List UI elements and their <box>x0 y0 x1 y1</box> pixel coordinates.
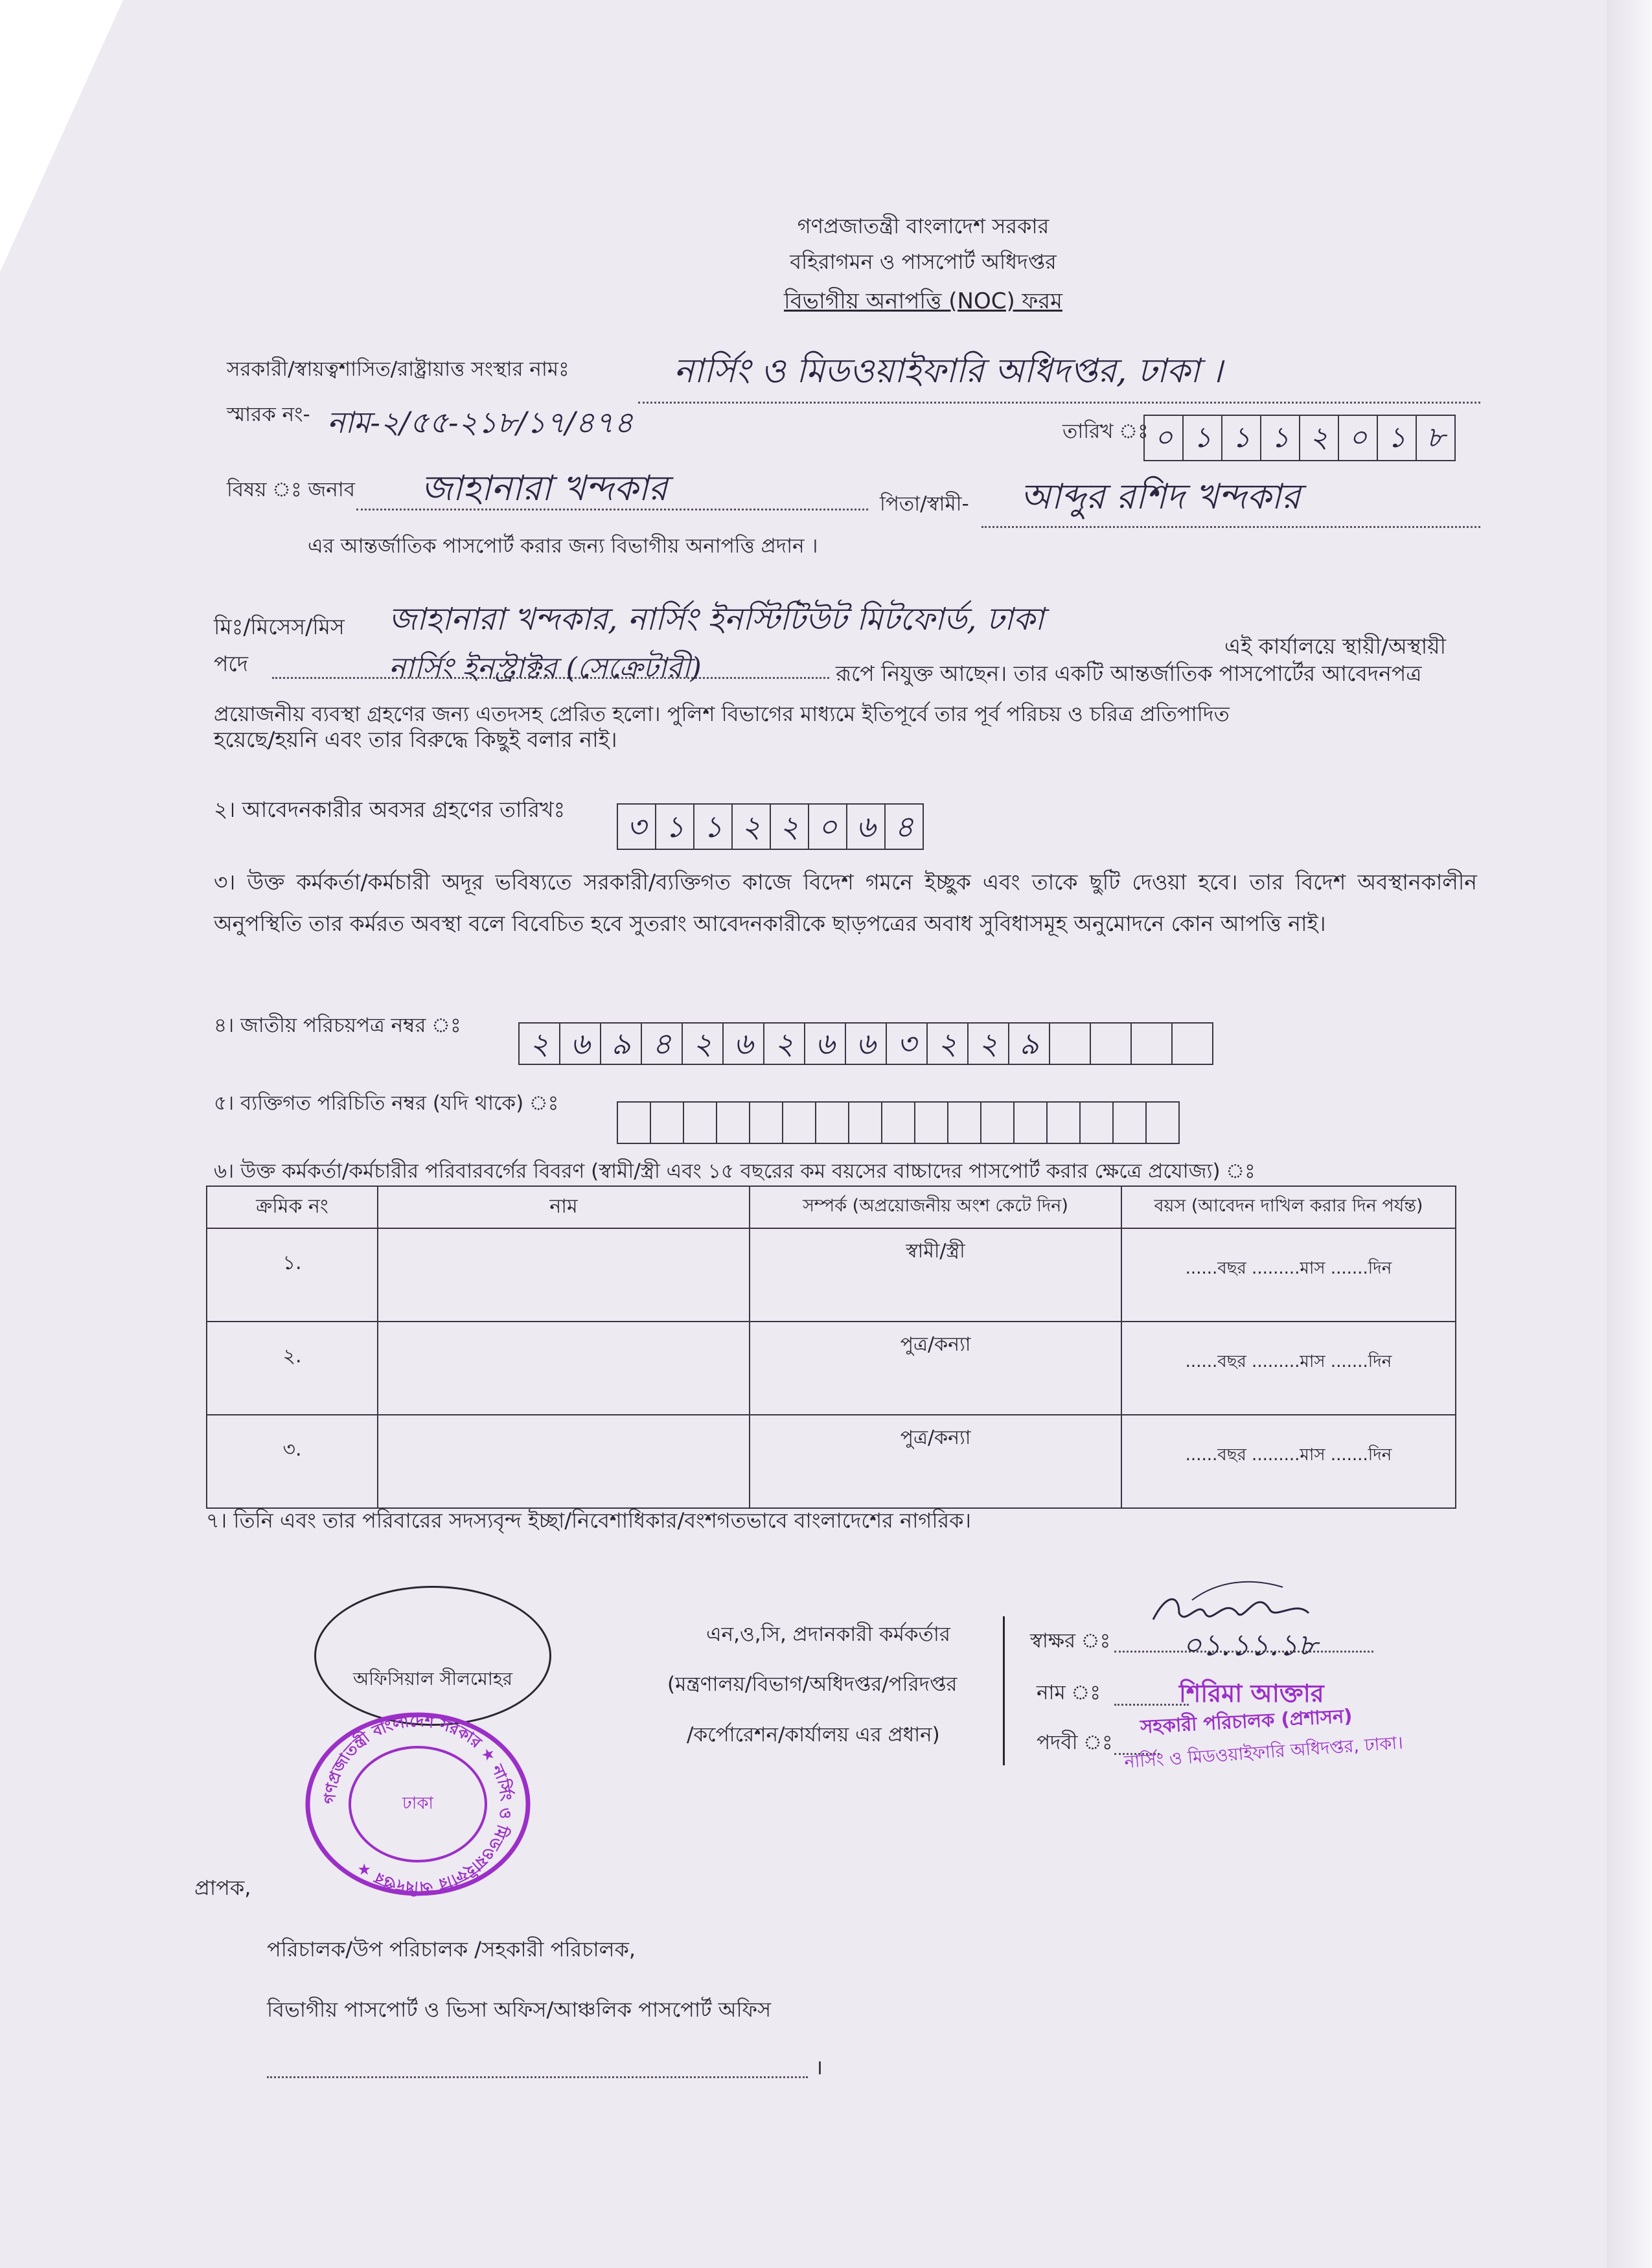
round-stamp <box>295 1710 541 1898</box>
digit-box <box>1048 1101 1081 1144</box>
date-boxes <box>1143 415 1456 459</box>
digit-box: ৬ <box>805 1022 846 1065</box>
digit-box: ১ <box>1222 415 1261 461</box>
national-id-boxes <box>518 1022 1213 1062</box>
digit-box: ২ <box>1300 415 1339 461</box>
digit-box <box>1081 1101 1114 1144</box>
page-edge <box>1607 0 1652 2268</box>
digit-box: ২ <box>764 1022 805 1065</box>
row-name <box>378 1322 750 1415</box>
digit-box: ১ <box>1184 415 1222 461</box>
seal-label: অফিসিয়াল সীলমোহর <box>352 1668 512 1690</box>
issuer-line-3: /কর্পোরেশন/কার্যালয় এর প্রধান) <box>687 1723 940 1747</box>
digit-box: ২ <box>969 1022 1009 1065</box>
digit-box: ১ <box>656 803 694 850</box>
row-relation: স্বামী/স্ত্রী <box>750 1228 1121 1322</box>
office-stamp: নার্সিং ও মিডওয়াইফারি অধিদপ্তর, ঢাকা। <box>1123 1732 1404 1773</box>
digit-box: ৬ <box>846 1022 887 1065</box>
stamp-ring-text: গণপ্রজাতন্ত্রী বাংলাদেশ সরকার ★ নার্সিং ও মিডওয়াইফারি অধিদপ্তর ★ <box>320 1712 516 1897</box>
col-name: নাম <box>378 1186 750 1228</box>
recipient-label: প্রাপক, <box>194 1875 251 1900</box>
name-label: নাম ঃ <box>1037 1681 1101 1704</box>
para1-handwritten-post: নার্সিং ইনস্ট্রাক্টর (সেক্রেটারী) <box>389 652 702 685</box>
digit-box: ১ <box>1378 415 1417 461</box>
header-line-2: বহিরাগমন ও পাসপোর্ট অধিদপ্তর <box>790 249 1057 274</box>
digit-box: ৮ <box>1417 415 1456 461</box>
digit-box <box>1147 1101 1180 1144</box>
digit-box: ৪ <box>642 1022 683 1065</box>
digit-box: ১ <box>1261 415 1300 461</box>
digit-box: ৬ <box>847 803 886 850</box>
stamp-center-text: ঢাকা <box>402 1794 433 1813</box>
recipient-line-2: বিভাগীয় পাসপোর্ট ও ভিসা অফিস/আঞ্চলিক পাসপোর্ট অফিস <box>267 1997 772 2022</box>
title-stamp: সহকারী পরিচালক (প্রশাসন) <box>1140 1704 1353 1738</box>
row-age: ......বছর .........মাস .......দিন <box>1121 1228 1456 1322</box>
digit-box: ৩ <box>887 1022 928 1065</box>
digit-box: ২ <box>683 1022 724 1065</box>
digit-box <box>1114 1101 1147 1144</box>
digit-box <box>783 1101 816 1144</box>
issuer-divider <box>1003 1616 1005 1765</box>
digit-box <box>684 1101 717 1144</box>
digit-box: ৬ <box>724 1022 764 1065</box>
col-age: বয়স (আবেদন দাখিল করার দিন পর্যন্ত) <box>1121 1186 1456 1228</box>
memo-handwritten: নাম-২/৫৫-২১৮/১৭/৪৭৪ <box>327 405 634 440</box>
issuer-line-1: এন,ও,সি, প্রদানকারী কর্মকর্তার <box>706 1623 950 1646</box>
digit-box <box>915 1101 948 1144</box>
table-row <box>207 1415 1456 1508</box>
digit-box: ৩ <box>617 803 656 850</box>
sign-date: ০১.১১.১৮ <box>1182 1627 1318 1662</box>
digit-box <box>981 1101 1015 1144</box>
para1-line-4: হয়েছে/হয়নি এবং তার বিরুদ্ধে কিছুই বলার নাই। <box>214 727 617 752</box>
digit-box <box>617 1101 651 1144</box>
row-relation: পুত্র/কন্যা <box>750 1415 1121 1508</box>
digit-box: ২ <box>771 803 809 850</box>
recipient-line-1: পরিচালক/উপ পরিচালক /সহকারী পরিচালক, <box>267 1937 636 1962</box>
digit-box: ৬ <box>560 1022 601 1065</box>
row-serial: ৩. <box>207 1415 378 1508</box>
para1-handwritten-name: জাহানারা খন্দকার, নার্সিং ইনস্টিটিউট মিটফোর্ড, ঢাকা <box>389 601 1044 637</box>
digit-box <box>948 1101 981 1144</box>
item7-text: ৭। তিনি এবং তার পরিবারের সদস্যবৃন্দ ইচ্ছা/নিবেশাধিকার/বংশগতভাবে বাংলাদেশের নাগরিক। <box>206 1508 971 1533</box>
digit-box: ৯ <box>601 1022 642 1065</box>
sign-label: স্বাক্ষর ঃ <box>1030 1629 1111 1653</box>
seal-ellipse <box>314 1586 551 1726</box>
row-name <box>378 1228 750 1322</box>
digit-box: ০ <box>809 803 847 850</box>
name-dots <box>1114 1704 1189 1706</box>
para1-after-name: এই কার্যালয়ে স্থায়ী/অস্থায়ী <box>1224 634 1447 659</box>
org-label: সরকারী/স্বায়ত্বশাসিত/রাষ্ট্রায়াত্ত সংস্থার নামঃ <box>227 358 569 381</box>
digit-box <box>1050 1022 1091 1065</box>
digit-box <box>882 1101 915 1144</box>
memo-label: স্মারক নং- <box>227 403 310 426</box>
family-table <box>206 1186 1456 1509</box>
digit-box: ২ <box>928 1022 969 1065</box>
father-label: পিতা/স্বামী- <box>880 492 969 516</box>
digit-box <box>1015 1101 1048 1144</box>
para1-post-rest: রূপে নিযুক্ত আছেন। তার একটি আন্তর্জাতিক পাসপোর্টের আবেদনপত্র <box>836 661 1422 686</box>
item4-label: ৪। জাতীয় পরিচয়পত্র নম্বর ঃ <box>214 1014 461 1037</box>
row-relation: পুত্র/কন্যা <box>750 1322 1121 1415</box>
subject-label: বিষয় ঃ জনাব <box>227 478 355 501</box>
digit-box: ৪ <box>886 803 924 850</box>
row-age: ......বছর .........মাস .......দিন <box>1121 1322 1456 1415</box>
item3-text: ৩। উক্ত কর্মকর্তা/কর্মচারী অদূর ভবিষ্যতে সরকারী/ব্যক্তিগত কাজে বিদেশ গমনে ইচ্ছুক এবং তাকে ছুটি দেওয়া হবে। তার বিদেশ অবস্থানকালীন অনুপস্থিতি তার কর্মরত অবস্থা বলে বিবেচিত হবে সুতরাং আবেদনকারীকে ছাড়পত্রের অবাধ সুবিধাসমূহ অনুমোদনে কোন আপত্তি নাই। <box>214 869 1477 936</box>
title-label: পদবী ঃ <box>1037 1731 1113 1754</box>
digit-box: ০ <box>1143 415 1184 461</box>
digit-box: ০ <box>1339 415 1378 461</box>
col-serial: ক্রমিক নং <box>207 1186 378 1228</box>
col-relation: সম্পর্ক (অপ্রয়োজনীয় অংশ কেটে দিন) <box>750 1186 1121 1228</box>
folded-corner <box>0 0 123 272</box>
digit-box: ২ <box>518 1022 560 1065</box>
row-age: ......বছর .........মাস .......দিন <box>1121 1415 1456 1508</box>
table-row <box>207 1322 1456 1415</box>
header-line-1: গণপ্রজাতন্ত্রী বাংলাদেশ সরকার <box>797 214 1050 238</box>
digit-box <box>717 1101 750 1144</box>
digit-box <box>651 1101 684 1144</box>
subject-name-handwritten: জাহানারা খন্দকার <box>421 468 668 509</box>
digit-box <box>750 1101 783 1144</box>
item2-label: ২। আবেদনকারীর অবসর গ্রহণের তারিখঃ <box>214 797 566 822</box>
digit-box: ১ <box>694 803 733 850</box>
para1-line-3: প্রয়োজনীয় ব্যবস্থা গ্রহণের জন্য এতদসহ প্রেরিত হলো। পুলিশ বিভাগের মাধ্যমে ইতিপূর্বে তার পূর্ব পরিচয় ও চরিত্র প্রতিপাদিত <box>214 702 1230 726</box>
para1-post-label: পদে <box>214 651 248 676</box>
para1-prefix: মিঃ/মিসেস/মিস <box>214 614 345 639</box>
subject-line-2: এর আন্তর্জাতিক পাসপোর্ট করার জন্য বিভাগীয় অনাপত্তি প্রদান । <box>308 534 818 558</box>
digit-box <box>1173 1022 1213 1065</box>
family-table-header <box>207 1186 1456 1228</box>
row-serial: ১. <box>207 1228 378 1322</box>
digit-box <box>849 1101 882 1144</box>
org-handwritten: নার্সিং ও মিডওয়াইফারি অধিদপ্তর, ঢাকা । <box>674 352 1223 391</box>
item5-label: ৫। ব্যক্তিগত পরিচিতি নম্বর (যদি থাকে) ঃ <box>214 1092 559 1115</box>
issuer-line-2: (মন্ত্রণালয়/বিভাগ/অধিদপ্তর/পরিদপ্তর <box>667 1673 958 1696</box>
digit-box: ২ <box>733 803 771 850</box>
row-name <box>378 1415 750 1508</box>
recipient-end-mark: । <box>815 2055 823 2079</box>
date-label: তারিখ ঃ <box>1062 420 1149 443</box>
item6-label: ৬। উক্ত কর্মকর্তা/কর্মচারীর পরিবারবর্গের বিবরণ (স্বামী/স্ত্রী এবং ১৫ বছরের কম বয়সের বাচ্চাদের পাসপোর্ট করার ক্ষেত্রে প্রযোজ্য) ঃ <box>214 1160 1256 1183</box>
name-stamp: শিরিমা আক্তার <box>1179 1679 1324 1708</box>
row-serial: ২. <box>207 1322 378 1415</box>
digit-box: ৯ <box>1009 1022 1050 1065</box>
father-handwritten: আব্দুর রশিদ খন্দকার <box>1020 476 1301 517</box>
personal-id-boxes <box>617 1101 1180 1141</box>
recipient-dots <box>267 2076 808 2078</box>
digit-box <box>1091 1022 1132 1065</box>
retirement-date-boxes <box>617 803 924 847</box>
table-row <box>207 1228 1456 1322</box>
digit-box <box>1132 1022 1173 1065</box>
org-dotted-line <box>638 402 1480 404</box>
digit-box <box>816 1101 849 1144</box>
form-title: বিভাগীয় অনাপত্তি (NOC) ফরম <box>784 288 1062 314</box>
